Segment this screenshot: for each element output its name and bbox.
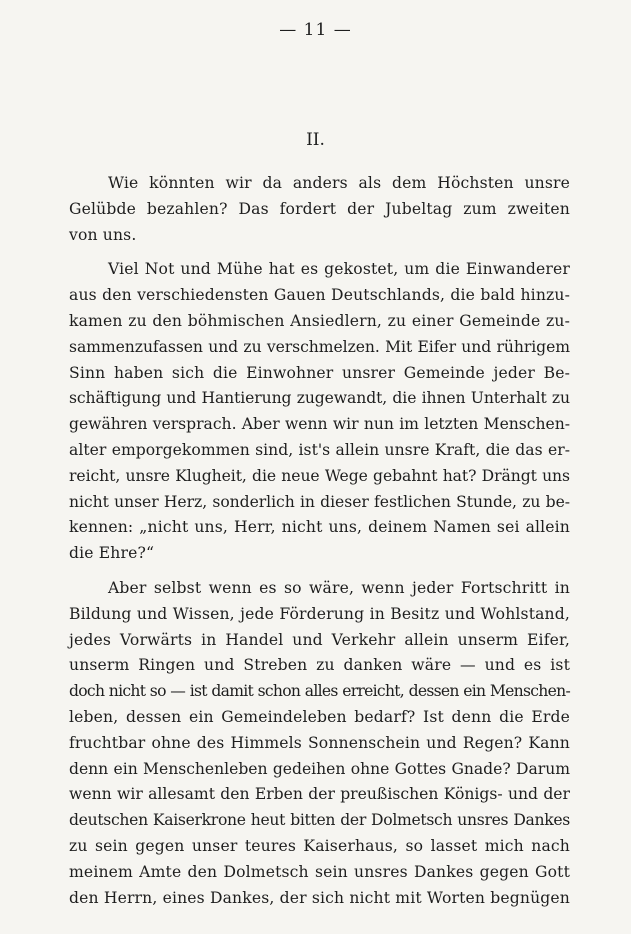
- page-number: — 11 —: [279, 20, 352, 40]
- text-line: jedes Vorwärts in Handel und Verkehr allein unserm Eifer,: [69, 630, 570, 649]
- paragraph-gap: [69, 567, 570, 576]
- text-line: den Herrn, eines Dankes, der sich nicht mit Worten begnügen: [69, 888, 570, 907]
- text-line: alter emporgekommen sind, ist's allein unsre Kraft, die das er-: [69, 440, 570, 459]
- text-line: Gelübde bezahlen? Das fordert der Jubeltag zum zweiten: [69, 199, 570, 218]
- text-line: von uns.: [69, 225, 137, 244]
- section-heading: II.: [306, 130, 325, 150]
- text-line: nicht unser Herz, sonderlich in dieser festlichen Stunde, zu be-: [69, 492, 570, 511]
- text-line: wenn wir allesamt den Erben der preußischen Königs- und der: [69, 785, 570, 804]
- text-line: aus den verschiedensten Gauen Deutschlands, die bald hinzu-: [69, 286, 570, 305]
- text-line: unserm Ringen und Streben zu danken wäre — und es ist: [69, 656, 570, 675]
- text-line: meinem Amte den Dolmetsch sein unsres Dankes gegen Gott: [69, 862, 570, 881]
- text-line: Bildung und Wissen, jede Förderung in Besitz und Wohlstand,: [69, 604, 570, 623]
- paragraph-gap: [69, 248, 570, 257]
- text-line: deutschen Kaiserkrone heut bitten der Dolmetsch unsres Dankes: [69, 811, 570, 830]
- text-line: Wie könnten wir da anders als dem Höchsten unsre: [108, 174, 570, 192]
- text-line: Aber selbst wenn es so wäre, wenn jeder Fortschritt in: [108, 578, 570, 597]
- text-line: Viel Not und Mühe hat es gekostet, um die Einwanderer: [108, 260, 570, 279]
- body-text: [69, 171, 570, 911]
- text-line: kennen: „nicht uns, Herr, nicht uns, deinem Namen sei allein: [69, 518, 570, 537]
- text-line: doch nicht so — ist damit schon alles erreicht, dessen ein Menschen-: [69, 682, 570, 701]
- text-line: leben, dessen ein Gemeindeleben bedarf? Ist denn die Erde: [69, 707, 570, 726]
- text-line: reicht, unsre Klugheit, die neue Wege gebahnt hat? Drängt uns: [69, 466, 570, 485]
- text-line: sammenzufassen und zu verschmelzen. Mit Eifer und rührigem: [69, 337, 570, 356]
- text-line: kamen zu den böhmischen Ansiedlern, zu einer Gemeinde zu-: [69, 311, 570, 330]
- text-line: denn ein Menschenleben gedeihen ohne Gottes Gnade? Darum: [69, 759, 570, 778]
- text-line: Sinn haben sich die Einwohner unsrer Gemeinde jeder Be-: [69, 363, 570, 382]
- text-line: die Ehre?“: [69, 544, 155, 563]
- text-line: fruchtbar ohne des Himmels Sonnenschein und Regen? Kann: [69, 733, 570, 752]
- text-line: schäftigung und Hantierung zugewandt, die ihnen Unterhalt zu: [69, 389, 570, 408]
- text-line: zu sein gegen unser teures Kaiserhaus, so lasset mich nach: [69, 836, 570, 855]
- text-line: gewähren versprach. Aber wenn wir nun im letzten Menschen-: [69, 415, 570, 434]
